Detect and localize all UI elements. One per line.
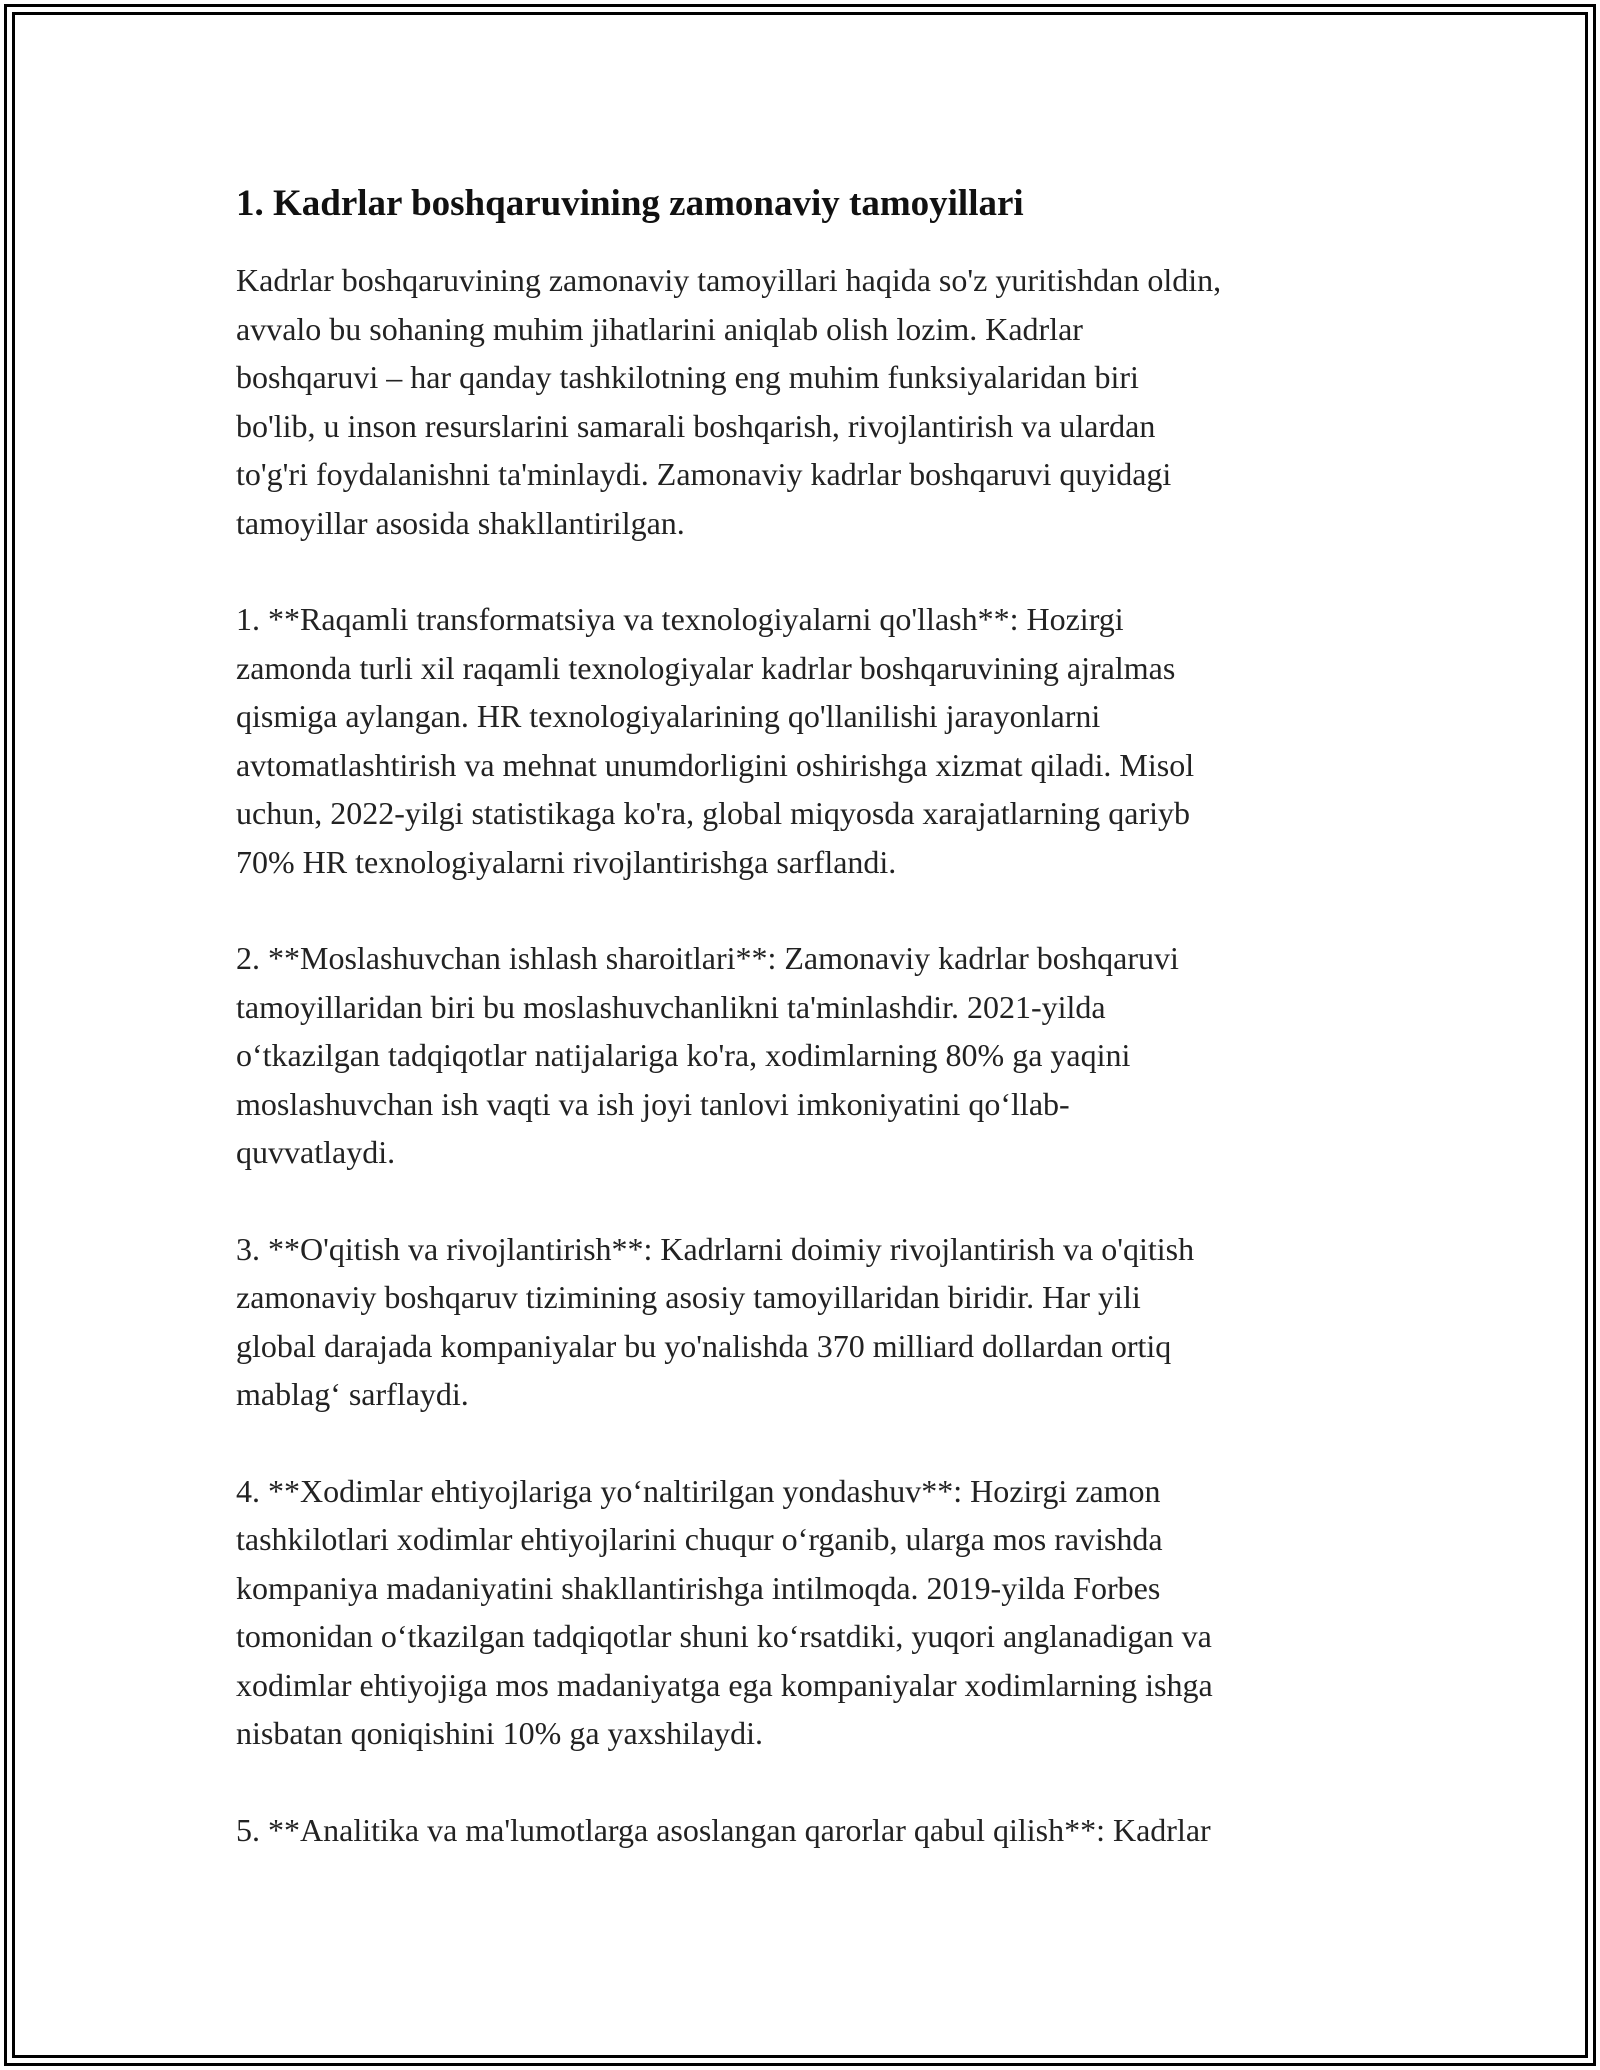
- principle-paragraph-1: 1. **Raqamli transformatsiya va texnologiyalarni qo'llash**: Hozirgi zamonda turli xil raqamli texnologiyalar kadrlar boshqaruvining ajralmas qismiga aylangan. HR texnologiyalarining qo'llanilishi jarayonlarni avtomatlashtirish va mehnat unumdorligini oshirishga xizmat qiladi. Misol uchun, 2022-yilgi statistikaga ko'ra, global miqyosda xarajatlarning qariyb 70% HR texnologiyalarni rivojlantirishga sarflandi.: [236, 601, 1195, 880]
- principle-paragraph-3: 3. **O'qitish va rivojlantirish**: Kadrlarni doimiy rivojlantirish va o'qitish zamonaviy boshqaruv tizimining asosiy tamoyillaridan biridir. Har yili global darajada kompaniyalar bu yo'nalishda 370 milliard dollardan ortiq mablagʻ sarflaydi.: [236, 1230, 1195, 1412]
- principle-paragraph-4: 4. **Xodimlar ehtiyojlariga yoʻnaltirilgan yondashuv**: Hozirgi zamon tashkilotlari xodimlar ehtiyojlarini chuqur oʻrganib, ularga mos ravishda kompaniya madaniyatini shakllantirishga intilmoqda. 2019-yilda Forbes tomonidan oʻtkazilgan tadqiqotlar shuni koʻrsatdiki, yuqori anglanadigan va xodimlar ehtiyojiga mos madaniyatga ega kompaniyalar xodimlarning ishga nisbatan qoniqishini 10% ga yaxshilaydi.: [236, 1472, 1213, 1751]
- principle-paragraph-5: 5. **Analitika va ma'lumotlarga asoslangan qarorlar qabul qilish**: Kadrlar: [236, 1811, 1211, 1848]
- intro-paragraph: Kadrlar boshqaruvining zamonaviy tamoyillari haqida so'z yuritishdan oldin, avvalo bu sohaning muhim jihatlarini aniqlab olish lozim. Kadrlar boshqaruvi – har qanday tashkilotning eng muhim funksiyalaridan biri bo'lib, u inson resurslarini samarali boshqarish, rivojlantirish va ulardan to'g'ri foydalanishni ta'minlaydi. Zamonaviy kadrlar boshqaruvi quyidagi tamoyillar asosida shakllantirilgan.: [236, 262, 1222, 541]
- section-heading: 1. Kadrlar boshqaruvining zamonaviy tamoyillari: [236, 183, 1024, 224]
- document-body: [236, 180, 1376, 1854]
- principle-paragraph-2: 2. **Moslashuvchan ishlash sharoitlari**: Zamonaviy kadrlar boshqaruvi tamoyillaridan biri bu moslashuvchanlikni ta'minlashdir. 2021-yilda oʻtkazilgan tadqiqotlar natijalariga ko'ra, xodimlarning 80% ga yaqini moslashuvchan ish vaqti va ish joyi tanlovi imkoniyatini qoʻllab- quvvatlaydi.: [236, 940, 1179, 1170]
